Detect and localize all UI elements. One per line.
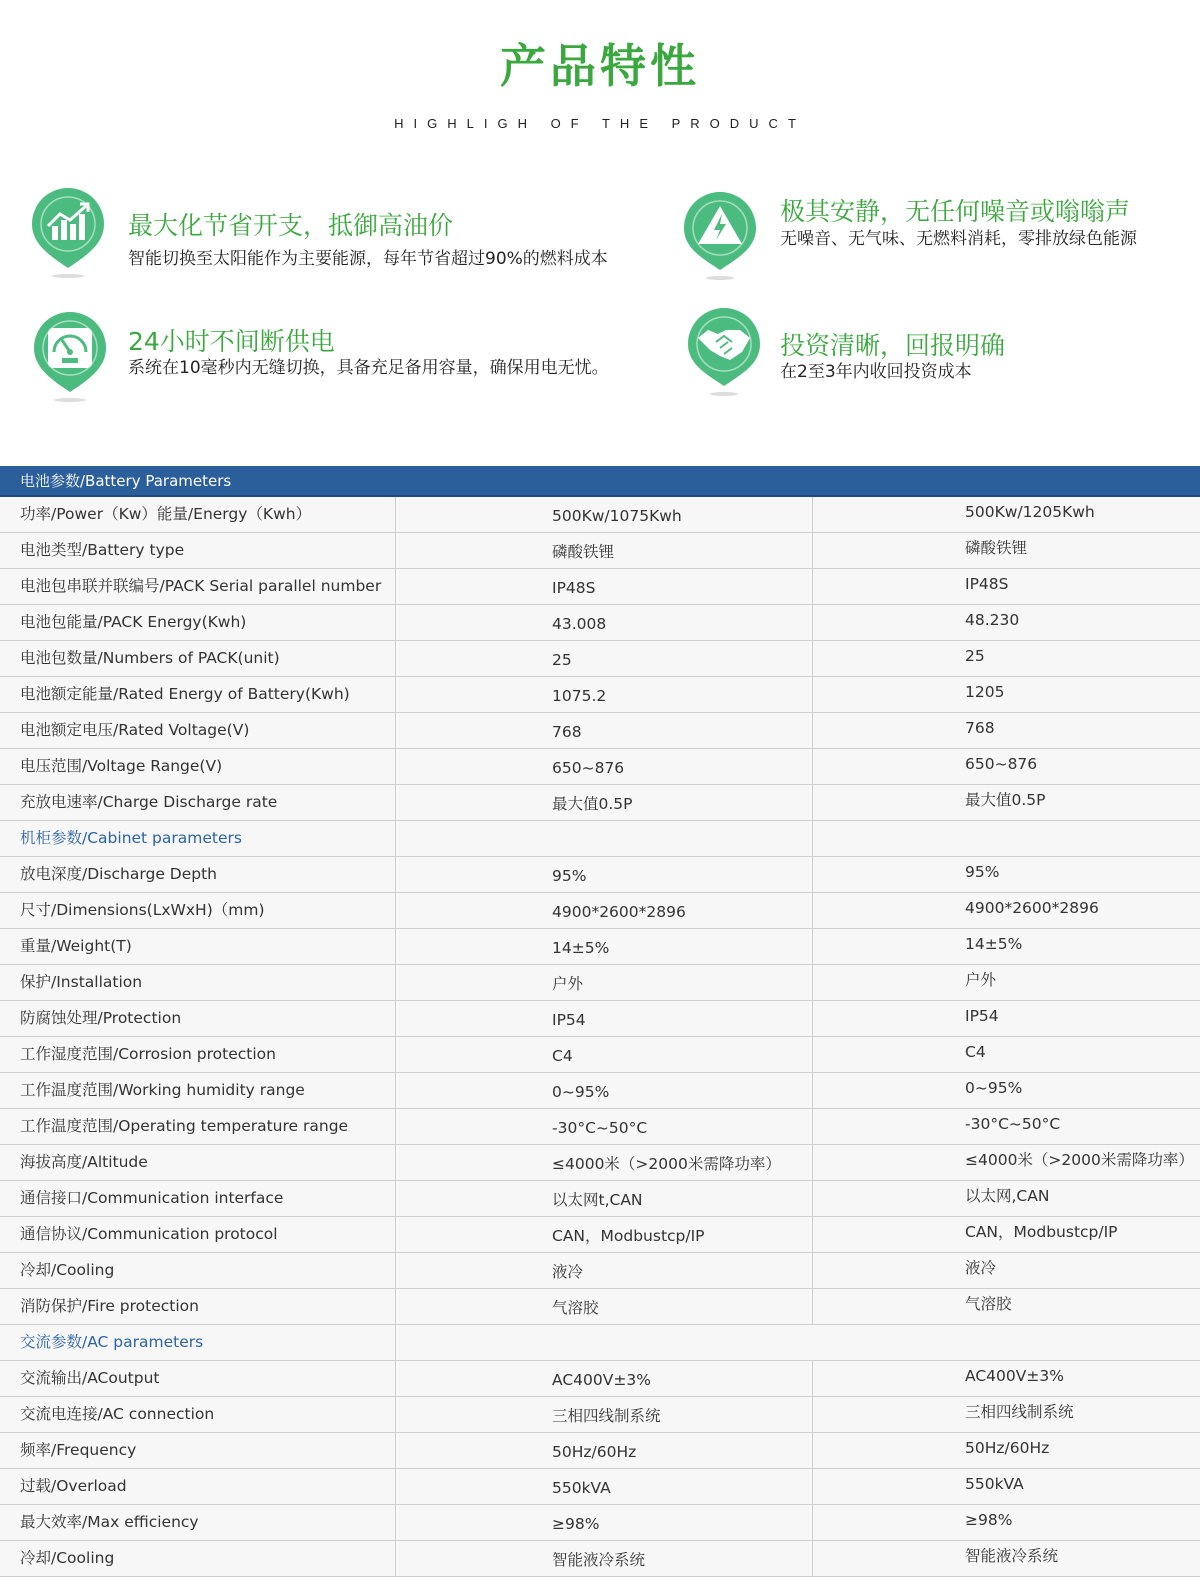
column-divider <box>812 1253 813 1288</box>
column-divider <box>812 857 813 892</box>
column-divider <box>812 1397 813 1432</box>
param-label: 放电深度/Discharge Depth <box>20 865 217 883</box>
column-divider <box>395 893 396 928</box>
chart-growth-icon <box>30 186 106 286</box>
column-divider <box>395 533 396 568</box>
gauge-meter-icon <box>32 310 108 410</box>
section-row <box>0 1325 1200 1361</box>
param-value: 95% <box>552 867 587 885</box>
table-row <box>0 1505 1200 1541</box>
param-label: 尺寸/Dimensions(LxWxH)（mm) <box>20 901 265 919</box>
column-divider <box>395 677 396 712</box>
table-row <box>0 893 1200 929</box>
param-value: C4 <box>552 1047 573 1065</box>
column-divider <box>395 1217 396 1252</box>
param-label: 电池包数量/Numbers of PACK(unit) <box>20 649 280 667</box>
column-divider <box>812 1037 813 1072</box>
column-divider <box>395 1289 396 1324</box>
column-divider <box>812 1505 813 1540</box>
table-row <box>0 713 1200 749</box>
param-value: 4900*2600*2896 <box>552 903 686 921</box>
param-value: IP48S <box>552 579 596 597</box>
param-label: 电池包串联并联编号/PACK Serial parallel number <box>20 577 382 595</box>
param-label: 通信协议/Communication protocol <box>20 1225 278 1243</box>
table-row <box>0 605 1200 641</box>
table-row <box>0 1109 1200 1145</box>
param-label: 保护/Installation <box>20 973 143 991</box>
param-label: 频率/Frequency <box>20 1441 137 1459</box>
param-value: 768 <box>552 723 582 741</box>
feature-desc: 在2至3年内收回投资成本 <box>780 362 972 382</box>
param-value: IP48S <box>965 575 1009 593</box>
table-row <box>0 1361 1200 1397</box>
table-row <box>0 1433 1200 1469</box>
table-row <box>0 785 1200 821</box>
table-row <box>0 1253 1200 1289</box>
column-divider <box>395 857 396 892</box>
param-value <box>552 1327 802 1362</box>
column-divider <box>395 1037 396 1072</box>
param-value: 最大值0.5P <box>965 791 1046 809</box>
feature-title: 24小时不间断供电 <box>128 327 335 356</box>
param-value: 550kVA <box>965 1475 1024 1493</box>
column-divider <box>395 1505 396 1540</box>
param-label: 电池额定能量/Rated Energy of Battery(Kwh) <box>20 685 350 703</box>
column-divider <box>395 821 396 856</box>
column-divider <box>395 1361 396 1396</box>
param-value: 650~876 <box>552 759 625 777</box>
column-divider <box>812 893 813 928</box>
param-value: 智能液冷系统 <box>965 1547 1059 1565</box>
param-value: 以太网,CAN <box>965 1187 1050 1205</box>
param-label: 机柜参数/Cabinet parameters <box>20 829 242 847</box>
param-value: 14±5% <box>552 939 610 957</box>
param-value: IP54 <box>552 1011 586 1029</box>
column-divider <box>812 533 813 568</box>
column-divider <box>395 1253 396 1288</box>
column-divider <box>812 1145 813 1180</box>
spec-table <box>0 466 1200 1577</box>
param-value: 650~876 <box>965 755 1038 773</box>
param-value: 50Hz/60Hz <box>552 1443 637 1461</box>
param-label: 最大效率/Max efficiency <box>20 1513 199 1531</box>
param-value: 43.008 <box>552 615 607 633</box>
section-row <box>0 821 1200 857</box>
table-row <box>0 1145 1200 1181</box>
param-value: 1205 <box>965 683 1005 701</box>
param-value: 1075.2 <box>552 687 607 705</box>
param-value: 气溶胶 <box>552 1299 599 1317</box>
column-divider <box>812 713 813 748</box>
table-row <box>0 1073 1200 1109</box>
param-value: C4 <box>965 1043 986 1061</box>
param-value: 以太网t,CAN <box>552 1191 643 1209</box>
column-divider <box>395 1433 396 1468</box>
param-label: 防腐蚀处理/Protection <box>20 1009 182 1027</box>
param-value <box>965 1323 1200 1358</box>
column-divider <box>812 929 813 964</box>
param-value: ≤4000米（>2000米需降功率） <box>965 1151 1194 1169</box>
table-row <box>0 569 1200 605</box>
param-label: 消防保护/Fire protection <box>20 1297 199 1315</box>
param-value: 磷酸铁锂 <box>965 539 1028 557</box>
column-divider <box>812 1469 813 1504</box>
column-divider <box>395 1541 396 1576</box>
column-divider <box>812 1181 813 1216</box>
param-value: AC400V±3% <box>552 1371 651 1389</box>
param-label: 电池额定电压/Rated Voltage(V) <box>20 721 250 739</box>
column-divider <box>812 1289 813 1324</box>
param-value: 最大值0.5P <box>552 795 633 813</box>
param-value: 智能液冷系统 <box>552 1551 646 1569</box>
param-value: CAN，Modbustcp/IP <box>552 1227 705 1245</box>
column-divider <box>812 1109 813 1144</box>
column-divider <box>395 569 396 604</box>
feature-desc: 系统在10毫秒内无缝切换，具备充足备用容量，确保用电无忧。 <box>128 358 609 378</box>
column-divider <box>395 929 396 964</box>
column-divider <box>395 1181 396 1216</box>
column-divider <box>395 641 396 676</box>
page-title: 产品特性 <box>500 39 700 93</box>
table-row <box>0 1289 1200 1325</box>
param-label: 交流电连接/AC connection <box>20 1405 215 1423</box>
column-divider <box>812 749 813 784</box>
table-row <box>0 1541 1200 1577</box>
param-value: 液冷 <box>552 1263 584 1281</box>
param-value: IP54 <box>965 1007 999 1025</box>
handshake-icon <box>686 306 762 406</box>
param-value: ≥98% <box>965 1511 1013 1529</box>
param-label: 冷却/Cooling <box>20 1549 115 1567</box>
feature-title: 投资清晰，回报明确 <box>780 331 1006 360</box>
param-value: 500Kw/1205Kwh <box>965 503 1095 521</box>
column-divider <box>395 497 396 532</box>
param-value: 0~95% <box>965 1079 1023 1097</box>
table-row <box>0 749 1200 785</box>
column-divider <box>812 1433 813 1468</box>
table-row <box>0 857 1200 893</box>
column-divider <box>395 749 396 784</box>
param-value: -30°C~50°C <box>965 1115 1061 1133</box>
param-label: 工作湿度范围/Corrosion protection <box>20 1045 276 1063</box>
column-divider <box>812 641 813 676</box>
column-divider <box>812 605 813 640</box>
feature-desc: 智能切换至太阳能作为主要能源，每年节省超过90%的燃料成本 <box>128 249 608 269</box>
column-divider <box>395 605 396 640</box>
param-value: 768 <box>965 719 995 737</box>
param-label: 电池包能量/PACK Energy(Kwh) <box>20 613 247 631</box>
column-divider <box>395 785 396 820</box>
page-subtitle: HIGHLIGH OF THE PRODUCT <box>394 116 806 131</box>
table-row <box>0 965 1200 1001</box>
param-value: ≤4000米（>2000米需降功率） <box>552 1155 781 1173</box>
column-divider <box>812 821 813 856</box>
param-value <box>552 823 802 858</box>
param-label: 过载/Overload <box>20 1477 127 1495</box>
table-row <box>0 1217 1200 1253</box>
column-divider <box>812 1361 813 1396</box>
param-value: CAN，Modbustcp/IP <box>965 1223 1118 1241</box>
column-divider <box>395 1397 396 1432</box>
column-divider <box>395 965 396 1000</box>
param-value: 磷酸铁锂 <box>552 543 615 561</box>
param-value: 550kVA <box>552 1479 611 1497</box>
column-divider <box>812 497 813 532</box>
column-divider <box>812 1217 813 1252</box>
param-label: 冷却/Cooling <box>20 1261 115 1279</box>
param-label: 电池类型/Battery type <box>20 541 185 559</box>
param-label: 交流输出/ACoutput <box>20 1369 160 1387</box>
table-row <box>0 1037 1200 1073</box>
column-divider <box>812 965 813 1000</box>
param-value: 气溶胶 <box>965 1295 1012 1313</box>
param-value: 户外 <box>965 971 997 989</box>
param-value: 0~95% <box>552 1083 610 1101</box>
param-value: 500Kw/1075Kwh <box>552 507 682 525</box>
param-value: 户外 <box>552 975 584 993</box>
column-divider <box>395 1073 396 1108</box>
column-divider <box>395 1001 396 1036</box>
param-value: 25 <box>965 647 985 665</box>
param-label: 重量/Weight(T) <box>20 937 132 955</box>
column-divider <box>395 1145 396 1180</box>
param-label: 海拔高度/Altitude <box>20 1153 148 1171</box>
param-value: 95% <box>965 863 1000 881</box>
column-divider <box>812 785 813 820</box>
table-row <box>0 641 1200 677</box>
param-label: 电压范围/Voltage Range(V) <box>20 757 223 775</box>
column-divider <box>395 713 396 748</box>
param-value: 25 <box>552 651 572 669</box>
param-value: 液冷 <box>965 1259 997 1277</box>
param-value: 三相四线制系统 <box>965 1403 1074 1421</box>
column-divider <box>812 569 813 604</box>
param-value: 14±5% <box>965 935 1023 953</box>
column-divider <box>395 1109 396 1144</box>
column-divider <box>812 677 813 712</box>
feature-title: 最大化节省开支，抵御高油价 <box>128 211 454 240</box>
column-divider <box>812 1001 813 1036</box>
param-value: -30°C~50°C <box>552 1119 648 1137</box>
param-label: 工作温度范围/Working humidity range <box>20 1081 305 1099</box>
param-label: 功率/Power（Kw）能量/Energy（Kwh） <box>20 505 312 523</box>
param-label: 充放电速率/Charge Discharge rate <box>20 793 278 811</box>
table-row <box>0 1397 1200 1433</box>
param-value: 4900*2600*2896 <box>965 899 1099 917</box>
feature-desc: 无噪音、无气味、无燃料消耗，零排放绿色能源 <box>780 229 1137 249</box>
table-row <box>0 497 1200 533</box>
param-value: ≥98% <box>552 1515 600 1533</box>
column-divider <box>812 1541 813 1576</box>
param-value <box>965 819 1200 854</box>
param-value: 三相四线制系统 <box>552 1407 661 1425</box>
table-row <box>0 1001 1200 1037</box>
param-label: 通信接口/Communication interface <box>20 1189 284 1207</box>
table-row <box>0 1181 1200 1217</box>
column-divider <box>395 1325 396 1360</box>
table-row <box>0 1469 1200 1505</box>
table-row <box>0 677 1200 713</box>
param-value: 50Hz/60Hz <box>965 1439 1050 1457</box>
param-label: 工作温度范围/Operating temperature range <box>20 1117 349 1135</box>
column-divider <box>395 1469 396 1504</box>
param-value: AC400V±3% <box>965 1367 1064 1385</box>
param-label: 交流参数/AC parameters <box>20 1333 204 1351</box>
column-divider <box>812 1073 813 1108</box>
table-row <box>0 929 1200 965</box>
table-row <box>0 533 1200 569</box>
feature-title: 极其安静，无任何噪音或嗡嗡声 <box>780 197 1131 226</box>
table-header: 电池参数/Battery Parameters <box>0 466 1200 497</box>
param-value: 48.230 <box>965 611 1020 629</box>
lightning-warning-icon <box>682 190 758 290</box>
table-body <box>0 497 1200 1577</box>
